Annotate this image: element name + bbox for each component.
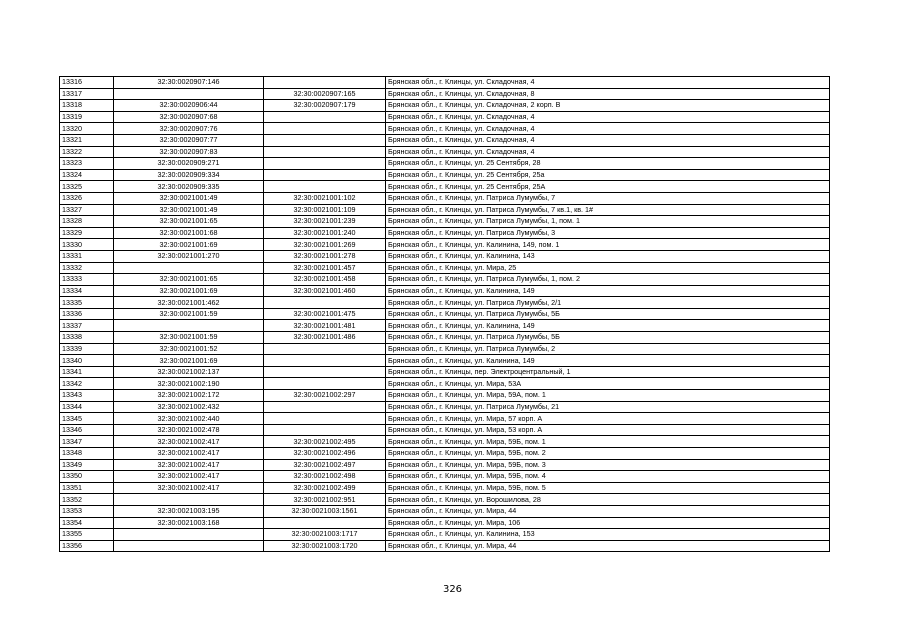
old-cadastral-number-cell: 32:30:0021001:270	[114, 250, 264, 262]
old-cadastral-number-cell: 32:30:0021002:417	[114, 471, 264, 483]
row-number-cell: 13333	[60, 274, 114, 286]
address-cell: Брянская обл., г. Клинцы, ул. Мира, 25	[386, 262, 830, 274]
old-cadastral-number-cell: 32:30:0021001:462	[114, 297, 264, 309]
table-row	[60, 448, 830, 460]
old-cadastral-number-cell: 32:30:0021002:172	[114, 390, 264, 402]
old-cadastral-number-cell: 32:30:0021003:195	[114, 505, 264, 517]
old-cadastral-number-cell: 32:30:0020909:334	[114, 169, 264, 181]
page-number: 326	[442, 584, 463, 595]
old-cadastral-number-cell: 32:30:0020907:146	[114, 77, 264, 89]
address-cell: Брянская обл., г. Клинцы, ул. Калинина, 153	[386, 529, 830, 541]
row-number-cell: 13321	[60, 134, 114, 146]
old-cadastral-number-cell: 32:30:0021002:417	[114, 482, 264, 494]
old-cadastral-number-cell: 32:30:0021002:417	[114, 436, 264, 448]
new-cadastral-number-cell: 32:30:0021003:1720	[264, 540, 386, 552]
address-cell: Брянская обл., г. Клинцы, ул. Патриса Лумумбы, 2/1	[386, 297, 830, 309]
row-number-cell: 13341	[60, 366, 114, 378]
old-cadastral-number-cell	[114, 262, 264, 274]
table-row	[60, 540, 830, 552]
new-cadastral-number-cell: 32:30:0020907:165	[264, 88, 386, 100]
new-cadastral-number-cell	[264, 413, 386, 425]
old-cadastral-number-cell: 32:30:0021002:440	[114, 413, 264, 425]
row-number-cell: 13356	[60, 540, 114, 552]
address-cell: Брянская обл., г. Клинцы, ул. Мира, 44	[386, 505, 830, 517]
row-number-cell: 13354	[60, 517, 114, 529]
old-cadastral-number-cell: 32:30:0021001:65	[114, 274, 264, 286]
row-number-cell: 13350	[60, 471, 114, 483]
table-row	[60, 529, 830, 541]
row-number-cell: 13347	[60, 436, 114, 448]
row-number-cell: 13342	[60, 378, 114, 390]
old-cadastral-number-cell: 32:30:0020907:77	[114, 134, 264, 146]
address-cell: Брянская обл., г. Клинцы, ул. Патриса Лумумбы, 3	[386, 227, 830, 239]
new-cadastral-number-cell: 32:30:0021002:498	[264, 471, 386, 483]
old-cadastral-number-cell: 32:30:0020907:83	[114, 146, 264, 158]
old-cadastral-number-cell	[114, 540, 264, 552]
address-cell: Брянская обл., г. Клинцы, ул. Калинина, 149	[386, 320, 830, 332]
address-cell: Брянская обл., г. Клинцы, ул. Мира, 59Б, пом. 1	[386, 436, 830, 448]
address-cell: Брянская обл., г. Клинцы, ул. Патриса Лумумбы, 7	[386, 192, 830, 204]
table-row	[60, 169, 830, 181]
row-number-cell: 13331	[60, 250, 114, 262]
new-cadastral-number-cell: 32:30:0021001:102	[264, 192, 386, 204]
table-row	[60, 494, 830, 506]
table-row	[60, 505, 830, 517]
row-number-cell: 13332	[60, 262, 114, 274]
address-cell: Брянская обл., г. Клинцы, ул. Мира, 59Б, пом. 4	[386, 471, 830, 483]
new-cadastral-number-cell	[264, 424, 386, 436]
address-cell: Брянская обл., г. Клинцы, ул. Патриса Лумумбы, 1, пом. 1	[386, 216, 830, 228]
new-cadastral-number-cell: 32:30:0021001:475	[264, 308, 386, 320]
old-cadastral-number-cell	[114, 529, 264, 541]
address-cell: Брянская обл., г. Клинцы, ул. Патриса Лумумбы, 7 кв.1, кв. 1#	[386, 204, 830, 216]
address-cell: Брянская обл., г. Клинцы, ул. Калинина, 149	[386, 285, 830, 297]
old-cadastral-number-cell: 32:30:0021001:68	[114, 227, 264, 239]
table-row	[60, 192, 830, 204]
old-cadastral-number-cell: 32:30:0021001:52	[114, 343, 264, 355]
old-cadastral-number-cell: 32:30:0021002:417	[114, 448, 264, 460]
address-cell: Брянская обл., г. Клинцы, ул. Калинина, 149, пом. 1	[386, 239, 830, 251]
old-cadastral-number-cell: 32:30:0021001:59	[114, 332, 264, 344]
table-row	[60, 366, 830, 378]
address-cell: Брянская обл., г. Клинцы, ул. 25 Сентября, 25А	[386, 181, 830, 193]
address-cell: Брянская обл., г. Клинцы, ул. 25 Сентября, 28	[386, 158, 830, 170]
row-number-cell: 13336	[60, 308, 114, 320]
new-cadastral-number-cell	[264, 366, 386, 378]
new-cadastral-number-cell: 32:30:0021003:1561	[264, 505, 386, 517]
row-number-cell: 13334	[60, 285, 114, 297]
table-row	[60, 378, 830, 390]
address-cell: Брянская обл., г. Клинцы, ул. Складочная, 4	[386, 77, 830, 89]
new-cadastral-number-cell	[264, 146, 386, 158]
table-row	[60, 146, 830, 158]
table-row	[60, 204, 830, 216]
row-number-cell: 13355	[60, 529, 114, 541]
new-cadastral-number-cell: 32:30:0021002:499	[264, 482, 386, 494]
table-row	[60, 390, 830, 402]
table-row	[60, 424, 830, 436]
new-cadastral-number-cell: 32:30:0021001:481	[264, 320, 386, 332]
old-cadastral-number-cell: 32:30:0021002:190	[114, 378, 264, 390]
table-row	[60, 227, 830, 239]
table-row	[60, 77, 830, 89]
address-cell: Брянская обл., г. Клинцы, пер. Электроцентральный, 1	[386, 366, 830, 378]
new-cadastral-number-cell: 32:30:0021001:109	[264, 204, 386, 216]
address-cell: Брянская обл., г. Клинцы, ул. Складочная, 4	[386, 111, 830, 123]
address-cell: Брянская обл., г. Клинцы, ул. Мира, 59Б, пом. 2	[386, 448, 830, 460]
table-row	[60, 88, 830, 100]
address-cell: Брянская обл., г. Клинцы, ул. Мира, 59Б, пом. 5	[386, 482, 830, 494]
new-cadastral-number-cell	[264, 123, 386, 135]
old-cadastral-number-cell: 32:30:0021002:478	[114, 424, 264, 436]
address-cell: Брянская обл., г. Клинцы, ул. Патриса Лумумбы, 5Б	[386, 332, 830, 344]
address-cell: Брянская обл., г. Клинцы, ул. Складочная, 4	[386, 123, 830, 135]
old-cadastral-number-cell: 32:30:0021001:65	[114, 216, 264, 228]
new-cadastral-number-cell: 32:30:0021002:495	[264, 436, 386, 448]
table-row	[60, 100, 830, 112]
table-row	[60, 413, 830, 425]
address-cell: Брянская обл., г. Клинцы, ул. Мира, 59Б, пом. 3	[386, 459, 830, 471]
old-cadastral-number-cell: 32:30:0021001:49	[114, 192, 264, 204]
row-number-cell: 13326	[60, 192, 114, 204]
row-number-cell: 13348	[60, 448, 114, 460]
row-number-cell: 13339	[60, 343, 114, 355]
row-number-cell: 13349	[60, 459, 114, 471]
row-number-cell: 13322	[60, 146, 114, 158]
table-row	[60, 401, 830, 413]
row-number-cell: 13340	[60, 355, 114, 367]
new-cadastral-number-cell	[264, 111, 386, 123]
old-cadastral-number-cell: 32:30:0020907:76	[114, 123, 264, 135]
new-cadastral-number-cell	[264, 401, 386, 413]
table-row	[60, 181, 830, 193]
table-row	[60, 308, 830, 320]
new-cadastral-number-cell: 32:30:0021001:486	[264, 332, 386, 344]
address-cell: Брянская обл., г. Клинцы, ул. Мира, 53А	[386, 378, 830, 390]
new-cadastral-number-cell: 32:30:0021001:460	[264, 285, 386, 297]
old-cadastral-number-cell: 32:30:0021002:432	[114, 401, 264, 413]
table-row	[60, 297, 830, 309]
table-row	[60, 471, 830, 483]
table-row	[60, 250, 830, 262]
new-cadastral-number-cell: 32:30:0021001:278	[264, 250, 386, 262]
address-cell: Брянская обл., г. Клинцы, ул. Складочная, 4	[386, 146, 830, 158]
row-number-cell: 13344	[60, 401, 114, 413]
new-cadastral-number-cell	[264, 158, 386, 170]
address-cell: Брянская обл., г. Клинцы, ул. Мира, 44	[386, 540, 830, 552]
new-cadastral-number-cell	[264, 181, 386, 193]
table-row	[60, 239, 830, 251]
address-cell: Брянская обл., г. Клинцы, ул. Патриса Лумумбы, 1, пом. 2	[386, 274, 830, 286]
old-cadastral-number-cell: 32:30:0020909:271	[114, 158, 264, 170]
table-row	[60, 134, 830, 146]
row-number-cell: 13346	[60, 424, 114, 436]
old-cadastral-number-cell: 32:30:0021002:137	[114, 366, 264, 378]
table-row	[60, 262, 830, 274]
old-cadastral-number-cell	[114, 494, 264, 506]
table-row	[60, 355, 830, 367]
row-number-cell: 13316	[60, 77, 114, 89]
address-cell: Брянская обл., г. Клинцы, ул. Патриса Лумумбы, 2	[386, 343, 830, 355]
address-cell: Брянская обл., г. Клинцы, ул. Патриса Лумумбы, 21	[386, 401, 830, 413]
table-row	[60, 482, 830, 494]
row-number-cell: 13318	[60, 100, 114, 112]
table-row	[60, 436, 830, 448]
address-cell: Брянская обл., г. Клинцы, ул. 25 Сентября, 25а	[386, 169, 830, 181]
address-cell: Брянская обл., г. Клинцы, ул. Мира, 57 корп. А	[386, 413, 830, 425]
address-cell: Брянская обл., г. Клинцы, ул. Мира, 106	[386, 517, 830, 529]
row-number-cell: 13352	[60, 494, 114, 506]
old-cadastral-number-cell: 32:30:0021003:168	[114, 517, 264, 529]
address-cell: Брянская обл., г. Клинцы, ул. Складочная, 8	[386, 88, 830, 100]
table-row	[60, 216, 830, 228]
row-number-cell: 13329	[60, 227, 114, 239]
new-cadastral-number-cell: 32:30:0021001:457	[264, 262, 386, 274]
table-row	[60, 158, 830, 170]
table-row	[60, 343, 830, 355]
new-cadastral-number-cell: 32:30:0021001:240	[264, 227, 386, 239]
address-cell: Брянская обл., г. Клинцы, ул. Калинина, 143	[386, 250, 830, 262]
old-cadastral-number-cell: 32:30:0020906:44	[114, 100, 264, 112]
new-cadastral-number-cell: 32:30:0021001:239	[264, 216, 386, 228]
old-cadastral-number-cell: 32:30:0021001:59	[114, 308, 264, 320]
row-number-cell: 13351	[60, 482, 114, 494]
row-number-cell: 13343	[60, 390, 114, 402]
table-row	[60, 111, 830, 123]
address-cell: Брянская обл., г. Клинцы, ул. Складочная, 2 корп. В	[386, 100, 830, 112]
new-cadastral-number-cell: 32:30:0021002:496	[264, 448, 386, 460]
new-cadastral-number-cell: 32:30:0021002:951	[264, 494, 386, 506]
row-number-cell: 13317	[60, 88, 114, 100]
new-cadastral-number-cell: 32:30:0021002:297	[264, 390, 386, 402]
row-number-cell: 13337	[60, 320, 114, 332]
new-cadastral-number-cell	[264, 134, 386, 146]
old-cadastral-number-cell: 32:30:0021001:69	[114, 355, 264, 367]
table-row	[60, 459, 830, 471]
new-cadastral-number-cell	[264, 77, 386, 89]
address-cell: Брянская обл., г. Клинцы, ул. Патриса Лумумбы, 5Б	[386, 308, 830, 320]
row-number-cell: 13325	[60, 181, 114, 193]
table-row	[60, 320, 830, 332]
old-cadastral-number-cell	[114, 88, 264, 100]
row-number-cell: 13327	[60, 204, 114, 216]
row-number-cell: 13330	[60, 239, 114, 251]
row-number-cell: 13345	[60, 413, 114, 425]
row-number-cell: 13319	[60, 111, 114, 123]
table-row	[60, 274, 830, 286]
cadastral-table-body	[60, 77, 830, 552]
table-row	[60, 332, 830, 344]
row-number-cell: 13323	[60, 158, 114, 170]
new-cadastral-number-cell: 32:30:0021001:458	[264, 274, 386, 286]
new-cadastral-number-cell	[264, 355, 386, 367]
address-cell: Брянская обл., г. Клинцы, ул. Мира, 59А, пом. 1	[386, 390, 830, 402]
row-number-cell: 13335	[60, 297, 114, 309]
row-number-cell: 13328	[60, 216, 114, 228]
row-number-cell: 13320	[60, 123, 114, 135]
address-cell: Брянская обл., г. Клинцы, ул. Калинина, 149	[386, 355, 830, 367]
row-number-cell: 13338	[60, 332, 114, 344]
old-cadastral-number-cell: 32:30:0021001:49	[114, 204, 264, 216]
address-cell: Брянская обл., г. Клинцы, ул. Мира, 53 корп. А	[386, 424, 830, 436]
address-cell: Брянская обл., г. Клинцы, ул. Ворошилова, 28	[386, 494, 830, 506]
table-row	[60, 517, 830, 529]
cadastral-table	[59, 76, 830, 552]
old-cadastral-number-cell: 32:30:0021001:69	[114, 239, 264, 251]
old-cadastral-number-cell: 32:30:0021002:417	[114, 459, 264, 471]
new-cadastral-number-cell: 32:30:0021001:269	[264, 239, 386, 251]
row-number-cell: 13324	[60, 169, 114, 181]
new-cadastral-number-cell: 32:30:0021003:1717	[264, 529, 386, 541]
row-number-cell: 13353	[60, 505, 114, 517]
new-cadastral-number-cell: 32:30:0021002:497	[264, 459, 386, 471]
table-row	[60, 285, 830, 297]
old-cadastral-number-cell: 32:30:0021001:69	[114, 285, 264, 297]
new-cadastral-number-cell	[264, 343, 386, 355]
address-cell: Брянская обл., г. Клинцы, ул. Складочная, 4	[386, 134, 830, 146]
old-cadastral-number-cell: 32:30:0020907:68	[114, 111, 264, 123]
old-cadastral-number-cell: 32:30:0020909:335	[114, 181, 264, 193]
new-cadastral-number-cell	[264, 169, 386, 181]
old-cadastral-number-cell	[114, 320, 264, 332]
new-cadastral-number-cell	[264, 378, 386, 390]
table-row	[60, 123, 830, 135]
new-cadastral-number-cell	[264, 297, 386, 309]
new-cadastral-number-cell	[264, 517, 386, 529]
new-cadastral-number-cell: 32:30:0020907:179	[264, 100, 386, 112]
